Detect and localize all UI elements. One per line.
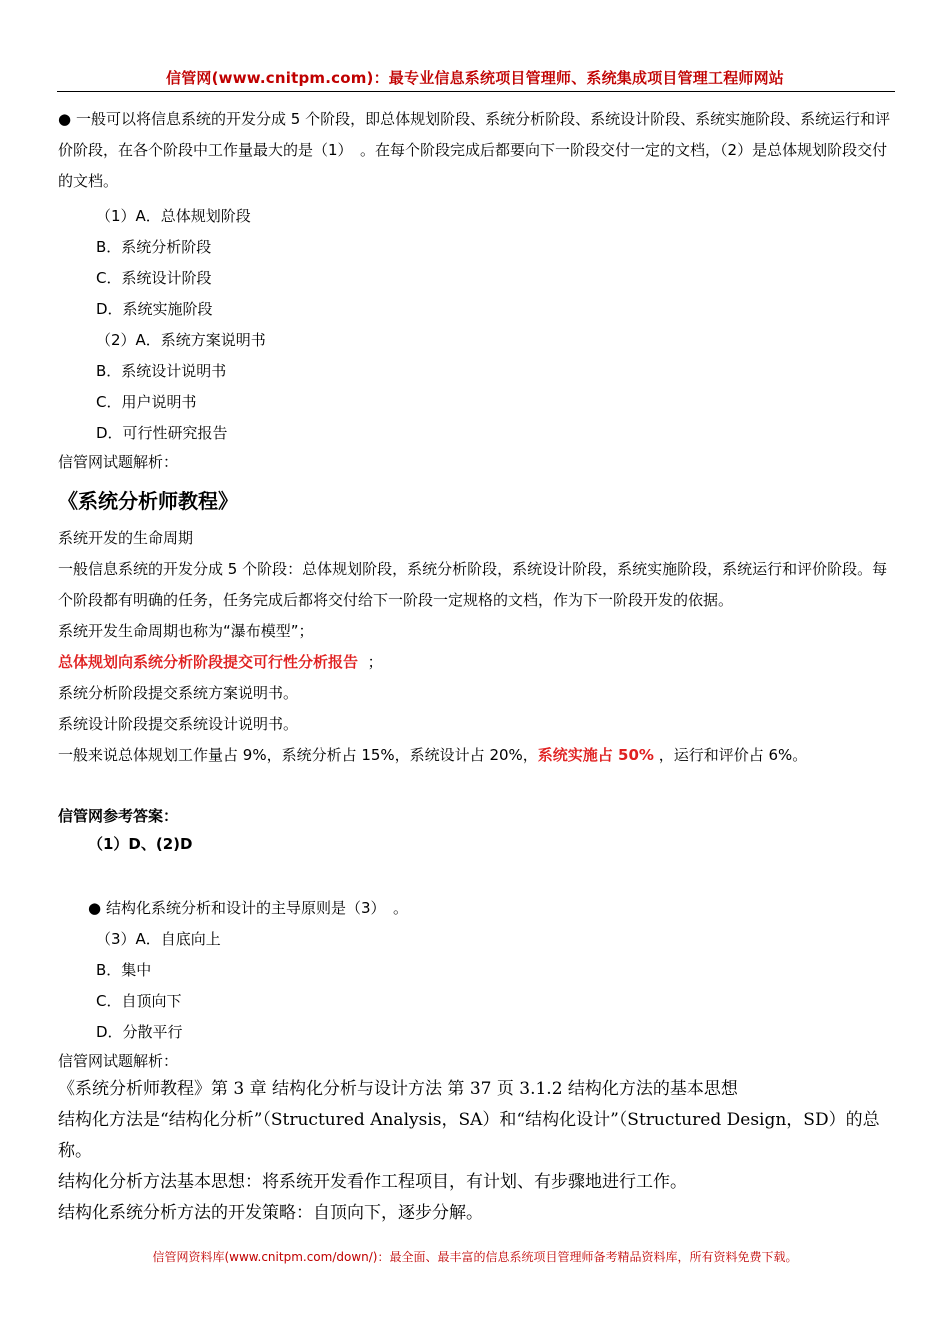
option-2b: B．系统设计说明书 — [96, 362, 227, 380]
option-3d: D．分散平行 — [96, 1023, 183, 1041]
analysis-line: 结构化分析方法基本思想：将系统开发看作工程项目，有计划、有步骤地进行工作。 — [58, 1172, 687, 1192]
analysis-paragraph: 结构化方法是“结构化分析”（Structured Analysis，SA）和“结构化设计”（Structured Design，SD）的总称。 — [58, 1110, 880, 1161]
analysis-line: 系统设计阶段提交系统设计说明书。 — [58, 715, 299, 733]
page-footer: 信管网资料库(www.cnitpm.com/down/)：最全面、最丰富的信息系统项目管理师备考精品资料库，所有资料免费下载。 — [152, 1250, 798, 1264]
page-header: 信管网(www.cnitpm.com)：最专业信息系统项目管理师、系统集成项目管理工程师网站 — [166, 69, 784, 87]
workload-line: 一般来说总体规划工作量占 9%，系统分析占 15%，系统设计占 20%，系统实施占 50% ，运行和评价占 6%。 — [58, 746, 808, 764]
document-body — [58, 104, 896, 1229]
question-1-text: 一般可以将信息系统的开发分成 5 个阶段，即总体规划阶段、系统分析阶段、系统设计阶段、系统实施阶段、系统运行和评价阶段，在各个阶段中工作量最大的是（1） 。在每个阶段完成后都要向下一阶段交付一定的文档，（2）是总体规划阶段交付的文档。 — [58, 110, 891, 190]
option-2a: （2）A．系统方案说明书 — [96, 331, 266, 349]
option-1a: （1）A．总体规划阶段 — [96, 207, 251, 225]
highlight-text: 系统实施占 50% — [537, 746, 654, 764]
option-1d: D．系统实施阶段 — [96, 300, 213, 318]
analysis-line: 《系统分析师教程》第 3 章 结构化分析与设计方法 第 37 页 3.1.2 结构化方法的基本思想 — [58, 1079, 738, 1099]
answer-label: 信管网参考答案： — [58, 807, 179, 825]
analysis-paragraph: 一般信息系统的开发分成 5 个阶段：总体规划阶段，系统分析阶段，系统设计阶段，系统实施阶段，系统运行和评价阶段。每个阶段都有明确的任务，任务完成后都将交付给下一阶段一定规格的文档，作为下一阶段开发的依据。 — [58, 560, 888, 609]
question-1 — [58, 104, 896, 197]
analysis-highlight-line: 总体规划向系统分析阶段提交可行性分析报告 ； — [58, 653, 383, 671]
bullet-icon: ● — [88, 899, 102, 917]
option-2c: C．用户说明书 — [96, 393, 197, 411]
analysis-label: 信管网试题解析： — [58, 1052, 179, 1070]
option-3a: （3）A．自底向上 — [96, 930, 221, 948]
analysis-label: 信管网试题解析： — [58, 453, 179, 471]
option-3b: B．集中 — [96, 961, 152, 979]
highlight-text: 总体规划向系统分析阶段提交可行性分析报告 — [58, 653, 359, 671]
option-1c: C．系统设计阶段 — [96, 269, 212, 287]
option-1b: B．系统分析阶段 — [96, 238, 212, 256]
option-3c: C．自顶向下 — [96, 992, 182, 1010]
analysis-line: 系统分析阶段提交系统方案说明书。 — [58, 684, 299, 702]
option-2d: D．可行性研究报告 — [96, 424, 228, 442]
bullet-icon: ● — [58, 110, 72, 128]
analysis-line: 系统开发生命周期也称为“瀑布模型”； — [58, 622, 314, 640]
question-2 — [58, 893, 896, 924]
answer-text: （1）D、(2)D — [88, 835, 193, 853]
analysis-line: 结构化系统分析方法的开发策略：自顶向下，逐步分解。 — [58, 1203, 483, 1223]
book-title: 《系统分析师教程》 — [58, 489, 238, 513]
analysis-line: 系统开发的生命周期 — [58, 529, 194, 547]
question-2-text: 结构化系统分析和设计的主导原则是（3） 。 — [106, 899, 409, 917]
header-divider — [57, 91, 895, 92]
